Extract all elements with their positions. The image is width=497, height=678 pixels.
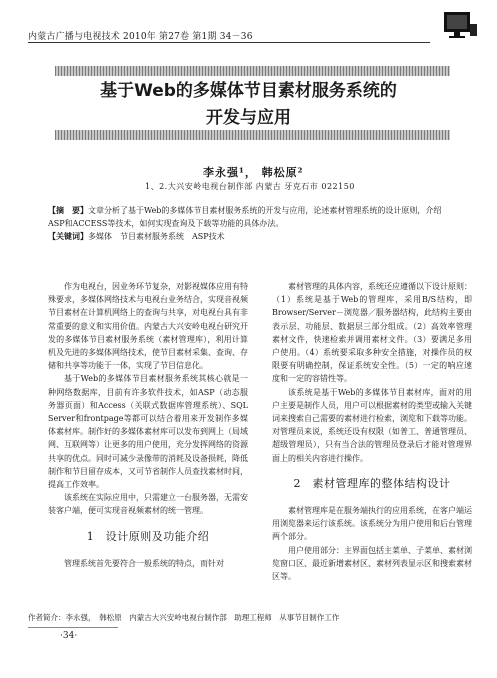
footer-rule [28, 627, 118, 628]
title-band-bottom [55, 130, 450, 140]
authors: 李永强¹， 韩松原² [203, 166, 304, 179]
author-note: 作者简介：李永强， 韩松原 内蒙古大兴安岭电视台制作部 助理工程师 从事节目制作工作 [28, 613, 340, 622]
body-column-left [48, 280, 248, 570]
journal-header: 内蒙古广播与电视技术 2010年 第27卷 第1期 34－36 [28, 32, 253, 42]
paragraph: 作为电视台，因业务环节复杂，对影视媒体应用有特殊要求，多媒体网络技术与电视台业务结合，实现音视频节目素材在计算机网络上的查询与共享，对电视台具有非常重要的意义和实用价值。内蒙古大兴安岭电视台研究开发的多媒体节目素材服务系统（素材管理库），利用计算机及先进的多媒体网络技术，使节目素材采集、查询、存储和共享等功能于一体，实现了节目信息化。 [48, 282, 248, 371]
section-heading-1: 1 设计原则及功能介绍 [86, 529, 210, 543]
paragraph: 素材管理的具体内容，系统还应遵循以下设计原则：（1）系统是基于Web的管理库，采用B/S结构，即Browser/Server－浏览器／服务器结构，此结构主要由表示层、功能层、数据层三部分组成。（2）高效率管理素材文件，快速检索并调用素材文件。（3）要满足多用户使用。（4）系统要采取多种安全措施，对操作员的权限要有明确控制，保证系统安全性。（5）一定的响应速度和一定的容错性等。 [272, 282, 472, 384]
affiliation: 1、2.大兴安岭电视台制作部 内蒙古 牙克石市 022150 [145, 182, 355, 191]
paragraph: 用户使用部分：主界面包括主菜单、子菜单、素材浏览窗口区、最近新增素材区、素材列表显示区和搜索素材区等。 [272, 545, 472, 582]
paper-title-line2: 开发与应用 [206, 108, 291, 128]
header-rule [28, 42, 430, 43]
abstract-label: 【摘 要】 [48, 205, 88, 215]
paragraph: 该系统在实际应用中，只需建立一台服务器，无需安装客户端，便可实现音视频素材的统一管理。 [48, 493, 248, 516]
paragraph: 基于Web的多媒体节目素材服务系统其核心就是一种网络数据库，目前有许多软件技术，如ASP（动态服务器页面）和Access（关联式数据库管理系统）、SQL Server和frontpage等都可以结合着用来开发制作多媒体素材库。制作好的多媒体素材库可以发布到网上（局域网、互联网等）让更多的用户使用，充分发挥网络的资源共享的优点。同时可减少录像带的消耗及设备损耗，降低制作和节目留存成本，又可节省制作人员查找素材时间，提高工作效率。 [48, 374, 248, 490]
abstract-block [48, 204, 458, 243]
keywords-text: 多媒体 节目素材服务系统 ASP技术 [88, 232, 225, 241]
paragraph: 素材管理库是在服务端执行的应用系统，在客户端运用浏览器来运行该系统。该系统分为用户使用和后台管理两个部分。 [272, 506, 472, 542]
tv-monitor-icon [442, 10, 478, 40]
section-heading-2: 2 素材管理库的整体结构设计 [293, 476, 451, 490]
title-band-top [55, 66, 450, 76]
paragraph: 管理系统首先要符合一般系统的特点，而针对 [64, 558, 224, 568]
paragraph: 该系统是基于Web的多媒体节目素材库，面对的用户主要是制作人员，用户可以根据素材的类型或输入关键词来搜索自己需要的素材进行检索，浏览和下载等功能。对管理员来说，系统还设有权限（如普工、普通管理员、超级管理员），只有当合法的管理员登录后才能对管理界面上的相关内容进行操作。 [272, 387, 472, 463]
paper-title-line1: 基于Web的多媒体节目素材服务系统的 [100, 81, 397, 101]
body-column-right [272, 280, 472, 583]
abstract-text: 文章分析了基于Web的多媒体节目素材服务系统的开发与应用，论述素材管理系统的设计原则，介绍ASP和ACCESS等技术，如何实现查询及下载等功能的具体办法。 [48, 206, 442, 228]
keywords-label: 【关键词】 [48, 231, 88, 241]
page-number: ·34· [60, 631, 78, 641]
